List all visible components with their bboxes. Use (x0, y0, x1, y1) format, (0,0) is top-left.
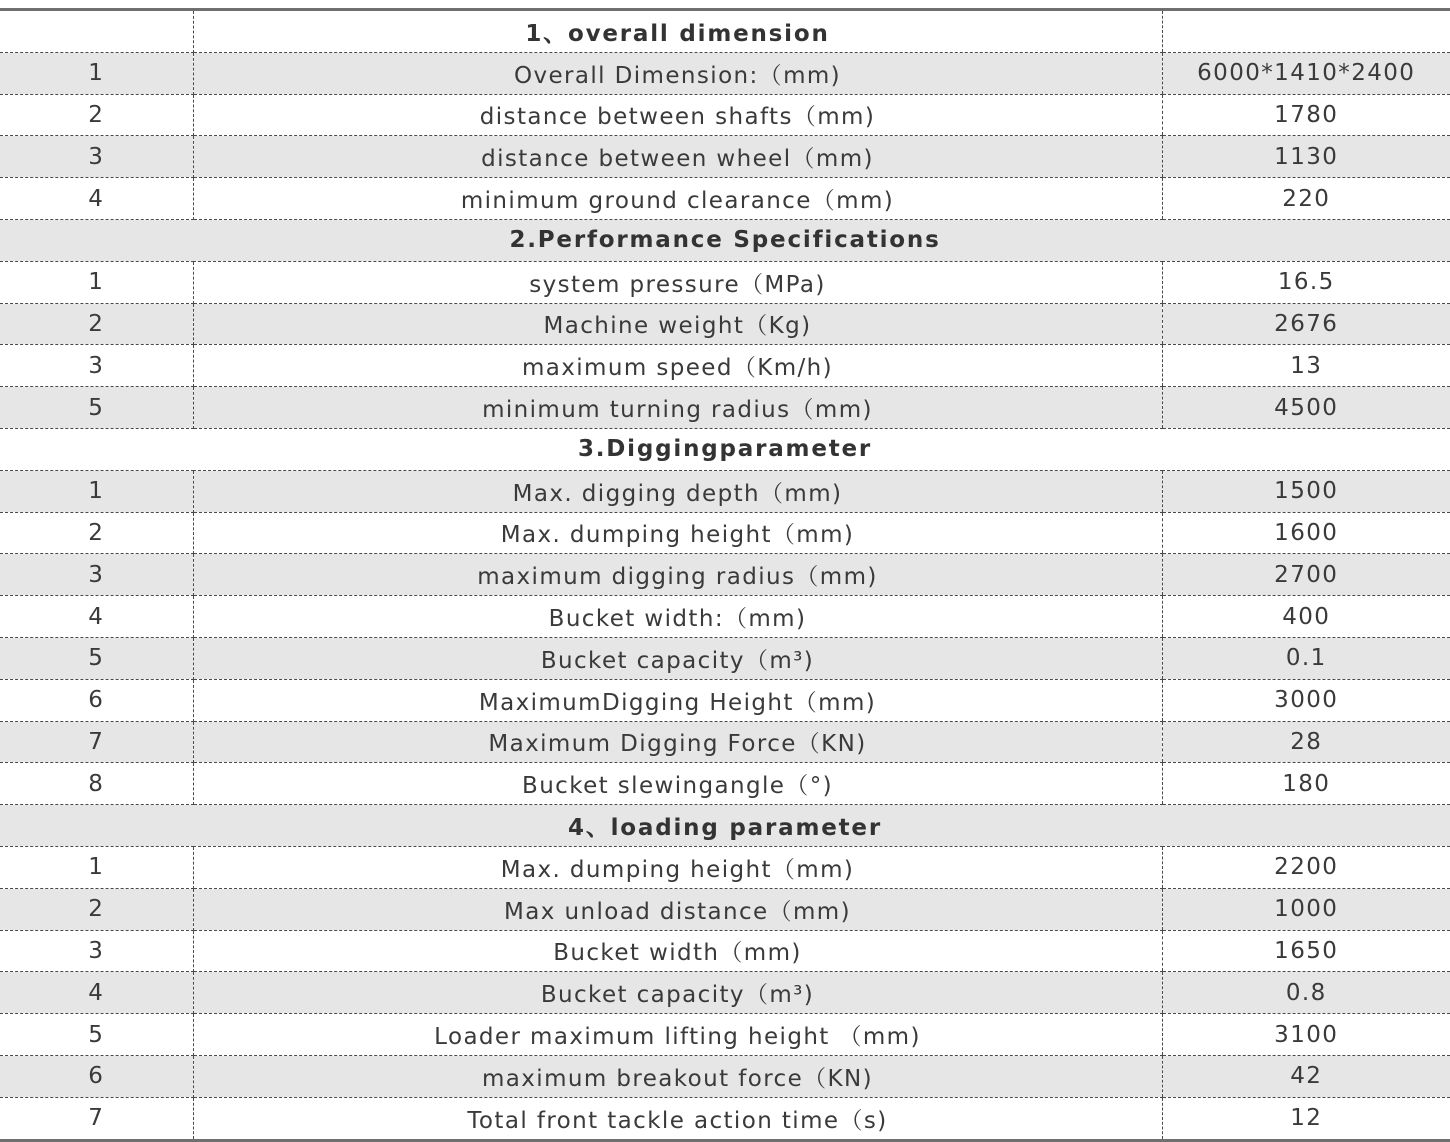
section-header-row (0, 428, 1450, 470)
row-value: 28 (1162, 721, 1450, 763)
row-item: minimum turning radius（mm) (193, 387, 1162, 429)
section-header-row (0, 219, 1450, 261)
table-row (0, 637, 1450, 679)
table-row (0, 596, 1450, 638)
row-number: 5 (0, 1014, 193, 1056)
section-header-row (0, 805, 1450, 847)
row-item: Max unload distance（mm) (193, 888, 1162, 930)
row-value: 220 (1162, 178, 1450, 220)
row-number: 3 (0, 930, 193, 972)
row-item: Machine weight（Kg) (193, 303, 1162, 345)
row-number: 4 (0, 972, 193, 1014)
table-row (0, 972, 1450, 1014)
row-value: 2700 (1162, 554, 1450, 596)
row-value: 1000 (1162, 888, 1450, 930)
table-row (0, 930, 1450, 972)
row-item: Bucket slewingangle（°) (193, 763, 1162, 805)
table-row (0, 136, 1450, 178)
row-item: Max. dumping height（mm) (193, 846, 1162, 888)
table-row (0, 303, 1450, 345)
row-value: 6000*1410*2400 (1162, 52, 1450, 94)
spec-table-body (0, 10, 1450, 1141)
row-value: 1650 (1162, 930, 1450, 972)
section-header-row (0, 10, 1450, 53)
row-value: 3100 (1162, 1014, 1450, 1056)
row-number: 1 (0, 261, 193, 303)
row-value: 13 (1162, 345, 1450, 387)
row-item: Max. digging depth（mm) (193, 470, 1162, 512)
row-number: 3 (0, 136, 193, 178)
section-title: 2.Performance Specifications (0, 219, 1450, 261)
row-number: 7 (0, 1097, 193, 1140)
row-number: 1 (0, 52, 193, 94)
row-item: Maximum Digging Force（KN) (193, 721, 1162, 763)
section-title: 1、overall dimension (193, 10, 1162, 53)
row-item: Total front tackle action time（s) (193, 1097, 1162, 1140)
row-number: 6 (0, 679, 193, 721)
row-value: 12 (1162, 1097, 1450, 1140)
row-value: 1500 (1162, 470, 1450, 512)
spec-table (0, 8, 1450, 1142)
table-row (0, 846, 1450, 888)
table-row (0, 345, 1450, 387)
row-number: 8 (0, 763, 193, 805)
table-row (0, 470, 1450, 512)
row-value: 0.1 (1162, 637, 1450, 679)
table-row (0, 178, 1450, 220)
row-number: 5 (0, 387, 193, 429)
section-header-spacer (0, 10, 193, 53)
row-value: 3000 (1162, 679, 1450, 721)
table-row (0, 1055, 1450, 1097)
table-row (0, 888, 1450, 930)
row-number: 6 (0, 1055, 193, 1097)
row-value: 16.5 (1162, 261, 1450, 303)
row-item: MaximumDigging Height（mm) (193, 679, 1162, 721)
section-title: 4、loading parameter (0, 805, 1450, 847)
table-row (0, 52, 1450, 94)
table-row (0, 721, 1450, 763)
row-value: 42 (1162, 1055, 1450, 1097)
row-item: minimum ground clearance（mm) (193, 178, 1162, 220)
row-item: system pressure（MPa) (193, 261, 1162, 303)
row-item: Bucket width:（mm) (193, 596, 1162, 638)
row-value: 4500 (1162, 387, 1450, 429)
row-number: 4 (0, 596, 193, 638)
row-value: 2676 (1162, 303, 1450, 345)
row-number: 4 (0, 178, 193, 220)
row-item: distance between wheel（mm) (193, 136, 1162, 178)
table-row (0, 94, 1450, 136)
row-value: 180 (1162, 763, 1450, 805)
table-row (0, 512, 1450, 554)
section-title: 3.Diggingparameter (0, 428, 1450, 470)
row-number: 3 (0, 345, 193, 387)
row-item: Bucket capacity（m³) (193, 972, 1162, 1014)
row-item: Overall Dimension:（mm) (193, 52, 1162, 94)
row-item: maximum digging radius（mm) (193, 554, 1162, 596)
row-number: 2 (0, 94, 193, 136)
row-item: Bucket width（mm) (193, 930, 1162, 972)
row-number: 5 (0, 637, 193, 679)
row-number: 2 (0, 512, 193, 554)
row-value: 400 (1162, 596, 1450, 638)
row-value: 1600 (1162, 512, 1450, 554)
table-row (0, 387, 1450, 429)
row-item: distance between shafts（mm) (193, 94, 1162, 136)
row-item: maximum speed（Km/h) (193, 345, 1162, 387)
section-header-spacer (1162, 10, 1450, 53)
row-value: 0.8 (1162, 972, 1450, 1014)
row-number: 1 (0, 470, 193, 512)
table-row (0, 554, 1450, 596)
table-row (0, 1097, 1450, 1140)
table-row (0, 1014, 1450, 1056)
row-item: Loader maximum lifting height （mm) (193, 1014, 1162, 1056)
row-value: 1780 (1162, 94, 1450, 136)
row-value: 1130 (1162, 136, 1450, 178)
row-number: 1 (0, 846, 193, 888)
row-number: 2 (0, 888, 193, 930)
row-value: 2200 (1162, 846, 1450, 888)
table-row (0, 763, 1450, 805)
table-row (0, 679, 1450, 721)
table-row (0, 261, 1450, 303)
row-item: maximum breakout force（KN) (193, 1055, 1162, 1097)
row-item: Bucket capacity（m³) (193, 637, 1162, 679)
row-number: 3 (0, 554, 193, 596)
row-number: 7 (0, 721, 193, 763)
row-number: 2 (0, 303, 193, 345)
row-item: Max. dumping height（mm) (193, 512, 1162, 554)
